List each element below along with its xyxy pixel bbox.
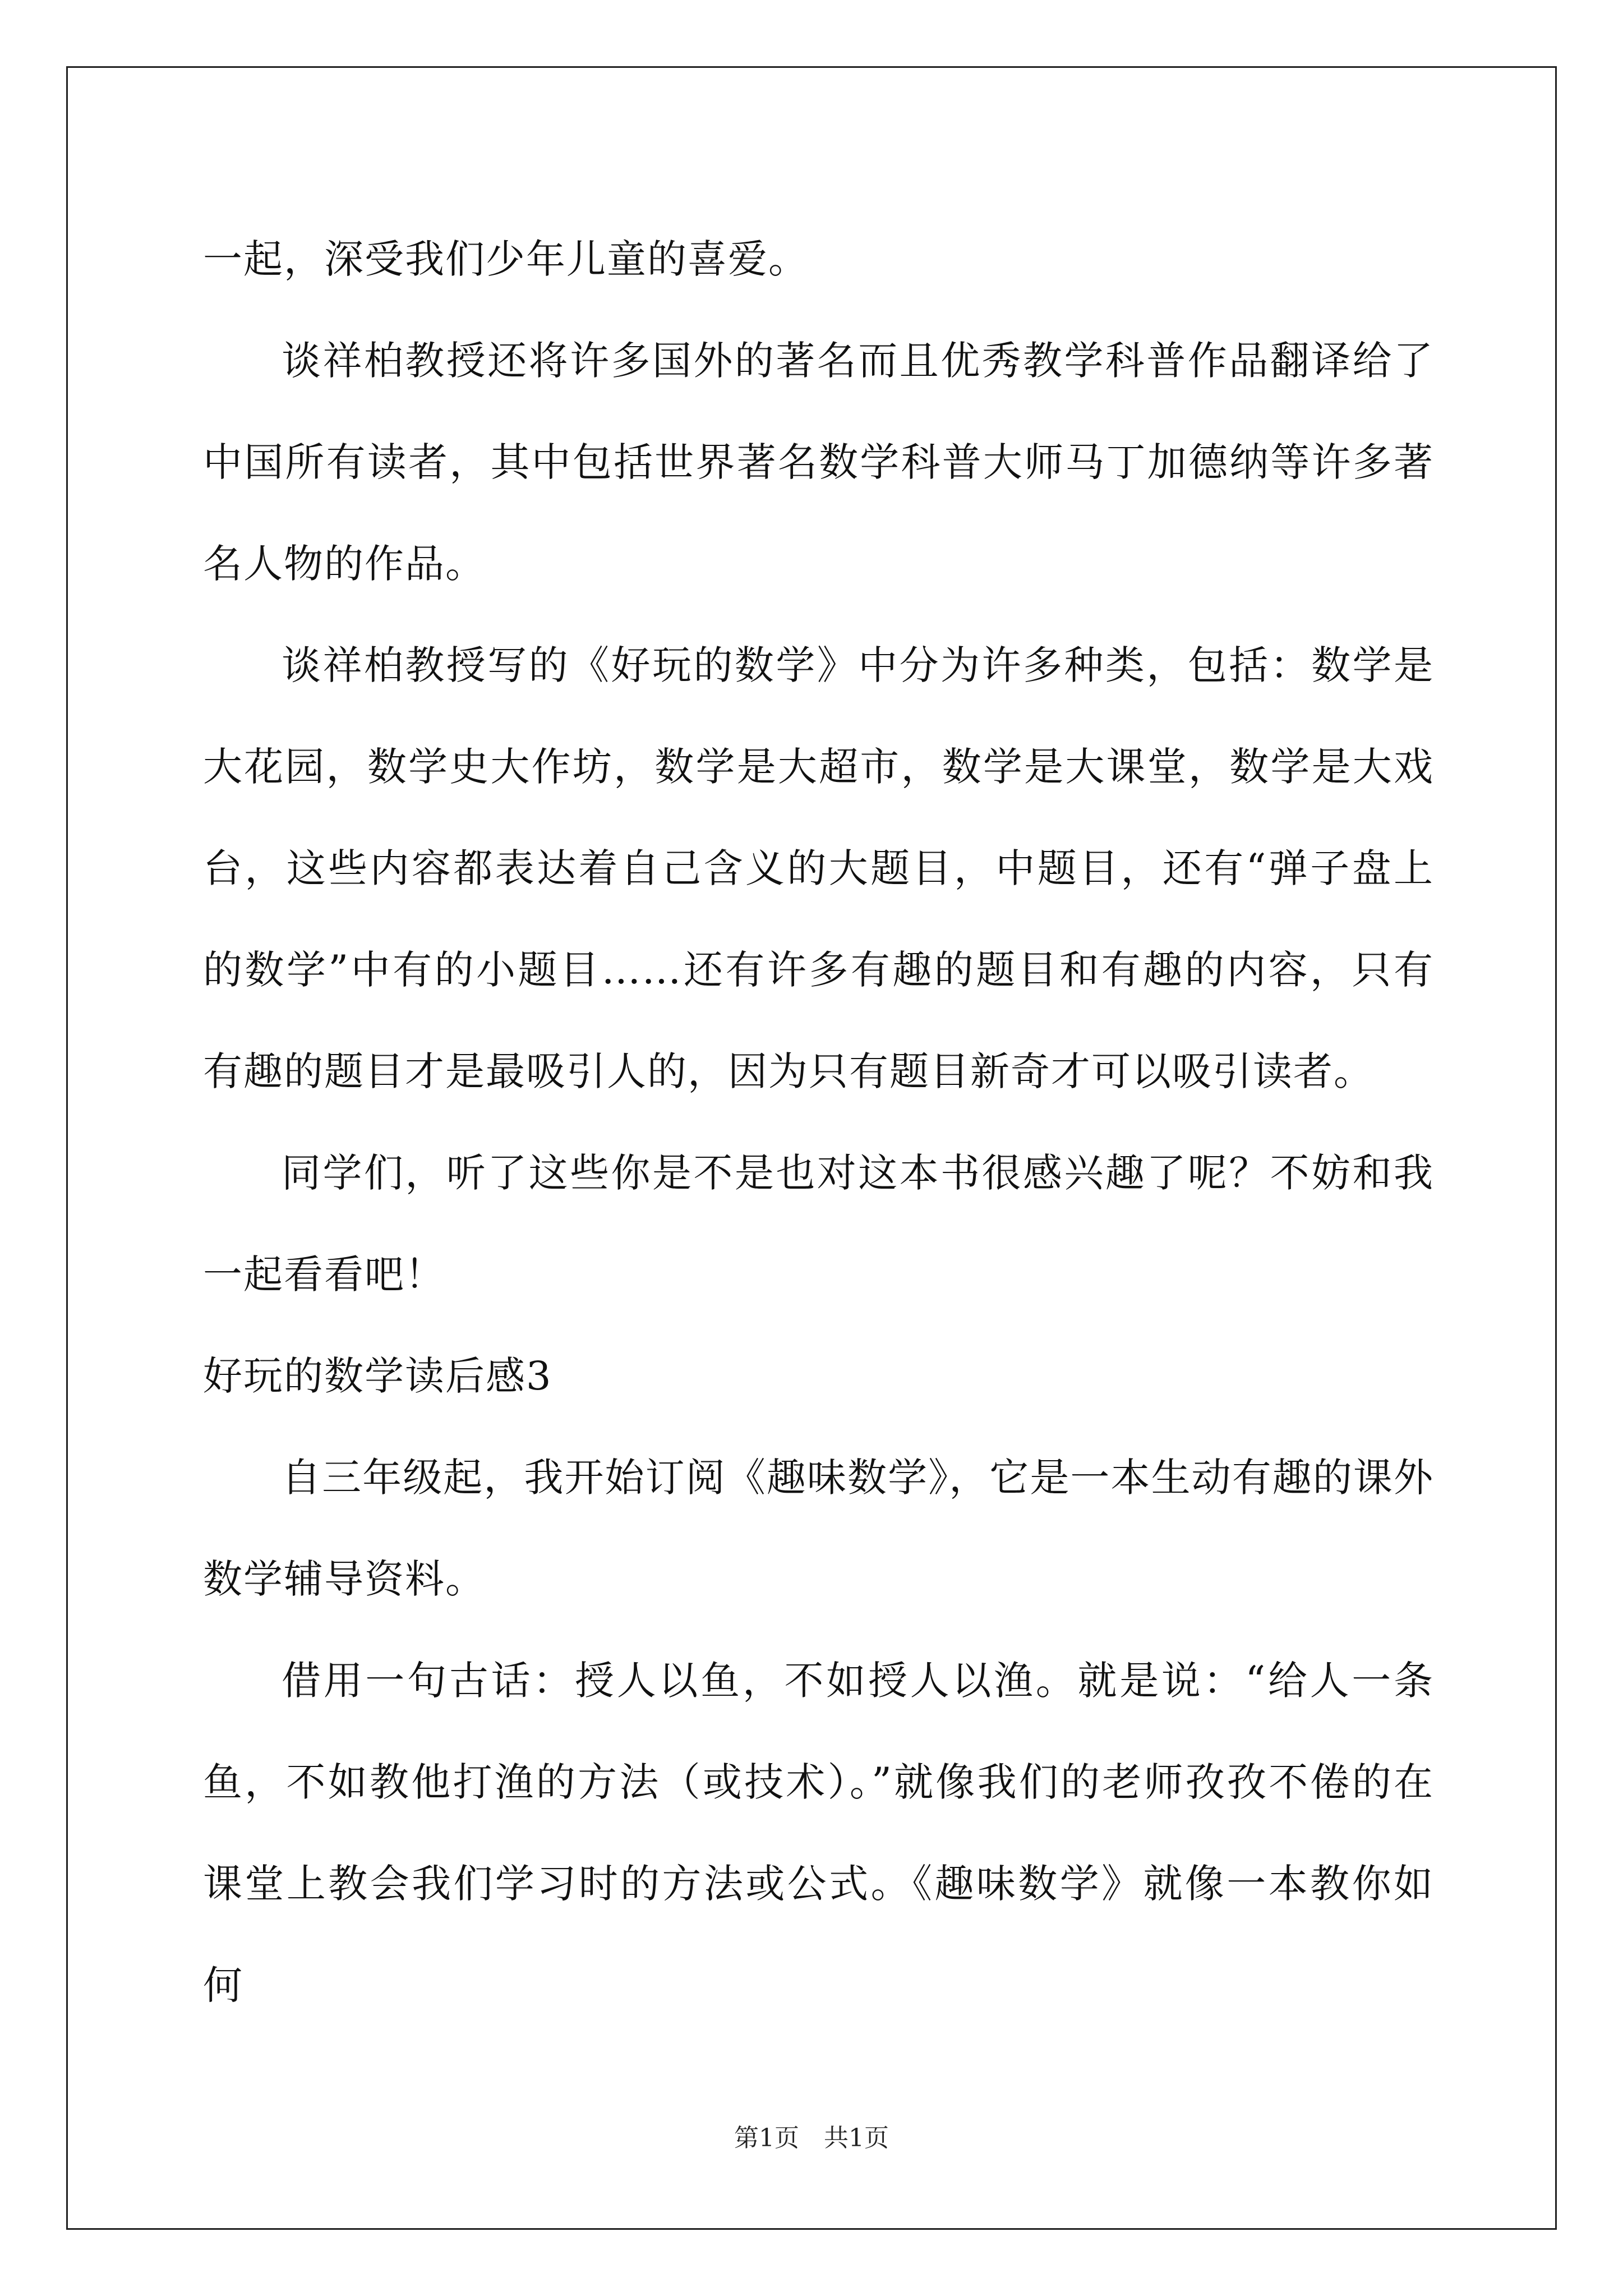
paragraph-proverb: 借用一句古话：授人以鱼，不如授人以渔。就是说：“给人一条鱼，不如教他打渔的方法（或技术）。”就像我们的老师孜孜不倦的在课堂上教会我们学习时的方法或公式。《趣味数学》就像一本教你如何 bbox=[203, 1658, 1434, 2008]
page-footer: 第1页 共1页 bbox=[734, 2124, 889, 2152]
section-heading: 好玩的数学读后感3 bbox=[203, 1353, 552, 1399]
document-body bbox=[203, 209, 1434, 2036]
paragraph-translation: 谈祥柏教授还将许多国外的著名而且优秀教学科普作品翻译给了中国所有读者，其中包括世界著名数学科普大师马丁加德纳等许多著名人物的作品。 bbox=[203, 338, 1434, 587]
paragraph-book-contents: 谈祥柏教授写的《好玩的数学》中分为许多种类，包括：数学是大花园，数学史大作坊，数学是大超市，数学是大课堂，数学是大戏台，这些内容都表达着自己含义的大题目，中题目，还有“弹子盘上的数学”中有的小题目……还有许多有趣的题目和有趣的内容，只有有趣的题目才是最吸引人的，因为只有题目新奇才可以吸引读者。 bbox=[203, 642, 1434, 1094]
paragraph-invitation: 同学们，听了这些你是不是也对这本书很感兴趣了呢？不妨和我一起看看吧！ bbox=[203, 1150, 1434, 1297]
paragraph-continuation: 一起，深受我们少年儿童的喜爱。 bbox=[203, 236, 809, 282]
paragraph-subscription: 自三年级起，我开始订阅《趣味数学》，它是一本生动有趣的课外数学辅导资料。 bbox=[203, 1455, 1434, 1602]
